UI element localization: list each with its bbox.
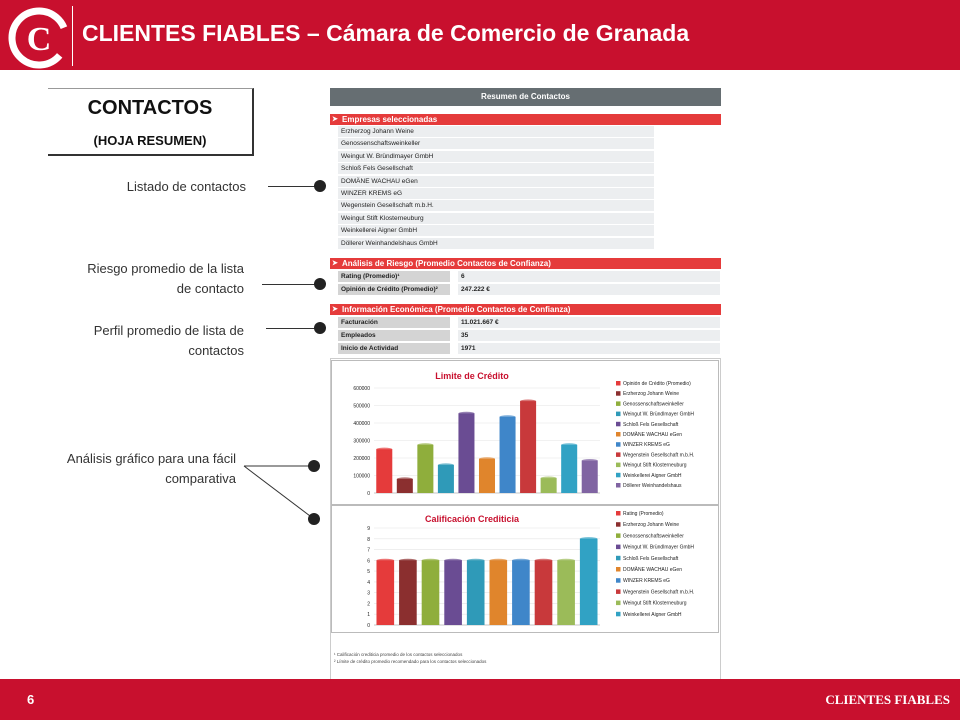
callout-dot-3 [314,322,326,334]
callout-riesgo-line2: de contacto [176,281,244,296]
econ-label: Inicio de Actividad [338,343,450,354]
y-tick-label: 8 [367,536,370,543]
chart-limite-credito [331,360,719,505]
legend-swatch [616,422,621,427]
company-row: Weingut W. Bründlmayer GmbH [338,151,654,162]
econ-header [330,304,721,315]
y-tick-label: 7 [367,547,370,554]
legend-label: Weinkellerei Aigner GmbH [623,611,682,618]
legend-swatch [616,381,621,386]
bar-cap [397,477,413,480]
legend-label: Weingut W. Bründlmayer GmbH [623,544,695,551]
bar-cap [444,559,462,562]
risk-header-label: Análisis de Riesgo (Promedio Contactos de Confianza) [342,259,551,268]
bar [376,560,394,625]
bar-cap [541,477,557,480]
legend-label: DOMÄNE WACHAU eGen [623,567,682,573]
bar [479,459,495,493]
y-tick-label: 0 [367,623,370,629]
bar [417,445,433,493]
company-row: Döllerer Weinhandelshaus GmbH [338,238,654,249]
y-tick-label: 2 [367,601,370,608]
y-tick-label: 9 [367,526,370,532]
companies-header [330,114,721,125]
company-row: Weinkellerei Aigner GmbH [338,225,654,236]
callout-perfil-line2: contactos [188,343,244,358]
callout-dot-4a [308,460,320,472]
callout-analisis-line2: comparativa [165,471,236,486]
company-row: DOMÄNE WACHAU eGen [338,176,654,187]
bar-cap [512,559,530,562]
bar-cap [561,443,577,446]
risk-value: 247.222 € [458,284,720,295]
page-number: 6 [27,692,35,707]
bar-cap [458,412,474,415]
callout-riesgo [40,259,244,299]
bar-cap [500,415,516,418]
footnote-2: ² Límite de crédito promedio recomendado para los contactos seleccionados [334,659,487,664]
y-tick-label: 1 [367,612,370,619]
legend-swatch [616,401,621,406]
y-tick-label: 300000 [353,438,370,445]
chart-limite-credito-svg [332,361,718,504]
company-row: Erzherzog Johann Weine [338,126,654,137]
legend-label: Opinión de Crédito (Promedio) [623,381,691,387]
bar [557,560,575,625]
legend-label: WINZER KREMS eG [623,578,670,585]
bar-cap [399,559,417,562]
econ-value: 11.021.667 € [458,317,720,328]
bar-cap [376,448,392,451]
y-tick-label: 0 [367,491,370,497]
callout-dot-1 [314,180,326,192]
page-title: CLIENTES FIABLES – Cámara de Comercio de Granada [82,20,690,46]
legend-label: Weinkellerei Aigner GmbH [623,472,682,479]
bar [520,401,536,493]
callout-perfil-line1: Perfil promedio de lista de [93,323,244,338]
bar [422,560,440,625]
contactos-box [48,88,254,156]
footer-brand: CLIENTES FIABLES [825,692,950,707]
bar-cap [520,400,536,403]
bar [397,479,413,493]
econ-value: 1971 [458,343,720,354]
legend-label: Erzherzog Johann Weine [623,522,680,529]
contactos-title: CONTACTOS [87,97,213,119]
callout-analisis-line1: Análisis gráfico para una fácil [66,451,236,466]
footer-bar [0,679,960,720]
bar-cap [535,559,553,562]
company-row: Wegenstein Gesellschaft m.b.H. [338,200,654,211]
bar [438,465,454,493]
callout-line-1 [268,186,318,187]
bar [541,478,557,493]
bar-cap [580,537,598,540]
bar [580,539,598,625]
legend-label: Rating (Promedio) [623,511,664,517]
bar-cap [582,459,598,462]
risk-value: 6 [458,271,720,282]
chart-calificacion-svg [332,506,718,632]
legend-label: Schloß Fels Gesellschaft [623,555,679,562]
chevron-right-icon: ➤ [332,116,338,123]
callout-analisis [30,449,236,489]
legend-label: Genossenschaftsweinkeller [623,401,684,408]
legend-label: Weingut Stift Klosterneuburg [623,462,687,469]
legend-label: WINZER KREMS eG [623,442,670,449]
bar [535,560,553,625]
company-row: Genossenschaftsweinkeller [338,138,654,149]
legend-swatch [616,545,621,550]
bar [467,560,485,625]
legend-swatch [616,452,621,457]
bar-cap [438,463,454,466]
legend-label: Schloß Fels Gesellschaft [623,421,679,428]
bar [500,417,516,493]
callout-riesgo-line1: Riesgo promedio de la lista [87,261,244,276]
legend-swatch [616,432,621,437]
legend-swatch [616,533,621,538]
legend-swatch [616,556,621,561]
callout-dot-4b [308,513,320,525]
bar-cap [422,559,440,562]
y-tick-label: 100000 [353,473,370,480]
bar-cap [467,559,485,562]
legend-swatch [616,511,621,516]
y-tick-label: 400000 [353,421,370,427]
y-tick-label: 4 [367,579,370,586]
bar [444,560,462,625]
bar [561,445,577,493]
legend-swatch [616,601,621,606]
legend-swatch [616,391,621,396]
y-tick-label: 600000 [353,386,370,392]
legend-swatch [616,463,621,468]
bar-cap [376,559,394,562]
bar [489,560,507,625]
legend-label: Döllerer Weinhandelshaus [623,483,682,489]
bar-cap [557,559,575,562]
logo-letter: C [26,21,52,58]
contactos-subtitle: (HOJA RESUMEN) [93,133,207,148]
legend-swatch [616,578,621,583]
risk-header [330,258,721,269]
legend-label: Genossenschaftsweinkeller [623,533,684,540]
econ-header-label: Información Económica (Promedio Contactos de Confianza) [342,305,571,314]
legend-swatch [616,483,621,488]
company-row: Weingut Stift Klosterneuburg [338,213,654,224]
legend-label: Erzherzog Johann Weine [623,391,680,398]
callout-perfil [40,321,244,361]
bar-cap [489,559,507,562]
legend-swatch [616,589,621,594]
report-title: Resumen de Contactos [330,88,721,106]
callout-listado: Listado de contactos [126,179,246,194]
legend-label: DOMÄNE WACHAU eGen [623,432,682,438]
chart-calificacion [331,505,719,633]
footnote-1: ¹ Calificación crediticia promedio de los contactos seleccionados [334,652,463,657]
y-tick-label: 500000 [353,403,370,410]
bar [582,461,598,493]
legend-label: Wegenstein Gesellschaft m.b.H. [623,589,695,596]
camara-logo-icon [8,2,70,74]
bar [399,560,417,625]
header-divider [72,6,73,66]
chevron-right-icon: ➤ [332,260,338,267]
legend-label: Weingut W. Bründlmayer GmbH [623,411,695,418]
y-tick-label: 3 [367,590,370,597]
callout-line-2 [262,284,318,285]
callout-dot-2 [314,278,326,290]
bar [376,449,392,493]
company-row: Schloß Fels Gesellschaft [338,163,654,174]
chevron-right-icon: ➤ [332,306,338,313]
companies-header-label: Empresas seleccionadas [342,115,438,124]
legend-swatch [616,522,621,527]
company-row: WINZER KREMS eG [338,188,654,199]
legend-swatch [616,412,621,417]
legend-label: Weingut Stift Klosterneuburg [623,600,687,607]
callout-line-3 [266,328,318,329]
bar [458,413,474,493]
legend-swatch [616,442,621,447]
chart-title: Limite de Crédito [435,371,509,381]
econ-value: 35 [458,330,720,341]
y-tick-label: 200000 [353,456,370,462]
econ-label: Empleados [338,330,450,341]
legend-swatch [616,612,621,617]
y-tick-label: 6 [367,558,370,565]
legend-swatch [616,567,621,572]
bar-cap [479,457,495,460]
risk-label: Rating (Promedio)¹ [338,271,450,282]
bar-cap [417,443,433,446]
chart-title: Calificación Crediticia [424,514,520,524]
y-tick-label: 5 [367,569,370,576]
econ-label: Facturación [338,317,450,328]
bar [512,560,530,625]
legend-swatch [616,473,621,478]
risk-label: Opinión de Crédito (Promedio)² [338,284,450,295]
legend-label: Wegenstein Gesellschaft m.b.H. [623,452,695,459]
